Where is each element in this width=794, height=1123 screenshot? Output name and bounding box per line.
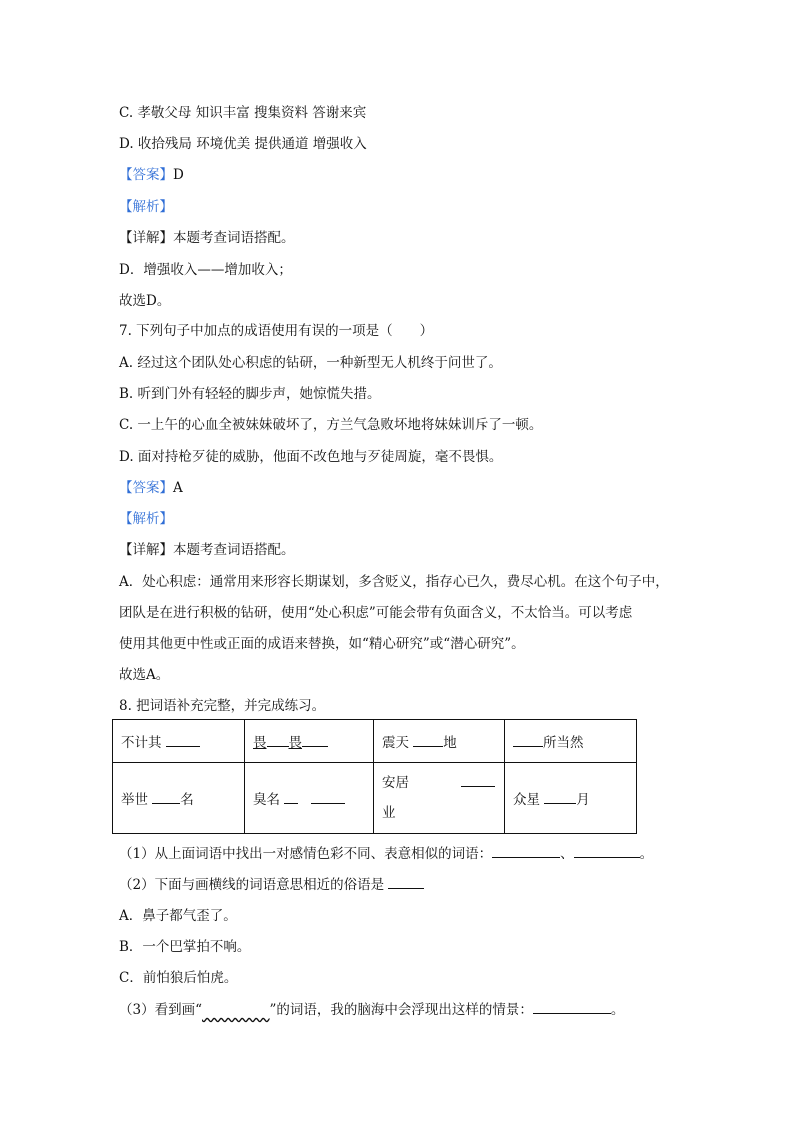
q8-option-a: A．鼻子都气歪了。 <box>119 908 237 924</box>
q6-explain: D．增强收入——增加收入； <box>119 262 292 278</box>
detail-tag: 【详解】 <box>119 542 173 558</box>
q8-option-b: B．一个巴掌拍不响。 <box>119 939 251 955</box>
blank <box>388 876 424 889</box>
answer-tag: 【答案】 <box>119 480 173 496</box>
q8-sub1 <box>119 845 653 863</box>
q6-answer <box>119 166 184 184</box>
blank <box>284 791 298 804</box>
sub3-end: 。 <box>610 1002 625 1018</box>
q7-detail-text: 本题考查词语搭配。 <box>173 542 295 558</box>
idiom-table <box>112 719 637 834</box>
q8-sub2 <box>119 876 424 894</box>
cell-text: 业 <box>382 805 396 821</box>
sub3-text: （3）看到画“ <box>119 1002 202 1018</box>
q8-option-c: C．前怕狼后怕虎。 <box>119 970 238 986</box>
blank <box>166 734 200 747</box>
blank <box>311 791 345 804</box>
q6-conclusion: 故选D。 <box>119 293 171 309</box>
cell-text: 畏 <box>253 735 267 751</box>
sub1-end: 。 <box>639 846 654 862</box>
table-cell <box>245 720 374 763</box>
table-cell <box>245 763 374 834</box>
q7-explain-3: 使用其他更中性或正面的成语来替换，如“精心研究”或“潜心研究”。 <box>119 636 525 652</box>
q7-stem: 7. 下列句子中加点的成语使用有误的一项是（ ） <box>119 323 434 339</box>
q6-option-c: C. 孝敬父母 知识丰富 搜集资料 答谢来宾 <box>119 105 367 121</box>
blank <box>533 1001 611 1014</box>
cell-text: 众星 <box>513 792 540 808</box>
cell-text: 安居 <box>382 775 409 791</box>
q7-answer-value: A <box>173 480 183 496</box>
blank <box>413 734 443 747</box>
table-cell <box>374 720 505 763</box>
q7-option-a: A. 经过这个团队处心积虑的钻研，一种新型无人机终于问世了。 <box>119 355 502 371</box>
cell-text: 举世 <box>121 792 148 808</box>
q7-analysis-tag: 【解析】 <box>119 511 173 527</box>
answer-tag: 【答案】 <box>119 167 173 183</box>
cell-text: 名 <box>180 792 194 808</box>
q8-sub3 <box>119 1001 624 1019</box>
q6-detail-text: 本题考查词语搭配。 <box>173 230 295 246</box>
q7-conclusion: 故选A。 <box>119 667 170 683</box>
cell-line <box>382 768 496 798</box>
q7-detail <box>119 541 295 559</box>
table-cell <box>113 763 245 834</box>
sub1-text: （1）从上面词语中找出一对感情色彩不同、表意相似的词语： <box>119 846 493 862</box>
table-cell <box>374 763 505 834</box>
sub3-text-b: ”的词语，我的脑海中会浮现出这样的情景： <box>269 1002 533 1018</box>
sub2-text: （2）下面与画横线的词语意思相近的俗语是 <box>119 877 385 893</box>
table-cell <box>113 720 245 763</box>
cell-text: 震天 <box>382 735 409 751</box>
q6-detail <box>119 229 295 247</box>
cell-text: 地 <box>443 735 457 751</box>
blank <box>544 791 576 804</box>
detail-tag: 【详解】 <box>119 230 173 246</box>
cell-text: 所当然 <box>543 735 584 751</box>
blank <box>302 734 328 747</box>
table-cell <box>505 720 637 763</box>
table-cell <box>505 763 637 834</box>
q7-explain-2: 团队是在进行积极的钻研，使用“处心积虑”可能会带有负面含义，不太恰当。可以考虑 <box>119 605 633 621</box>
blank <box>513 734 543 747</box>
blank <box>152 791 180 804</box>
cell-text: 月 <box>576 792 590 808</box>
q7-explain-1: A．处心积虑：通常用来形容长期谋划，多含贬义，指存心已久，费尽心机。在这个句子中， <box>119 574 669 590</box>
q7-answer <box>119 479 183 497</box>
sub1-sep: 、 <box>560 846 574 862</box>
blank <box>461 774 495 787</box>
q8-stem: 8. 把词语补充完整，并完成练习。 <box>119 698 326 714</box>
q7-option-c: C. 一上午的心血全被妹妹破坏了，方兰气急败坏地将妹妹训斥了一顿。 <box>119 417 543 433</box>
cell-text: 畏 <box>288 735 302 751</box>
q6-answer-value: D <box>173 167 184 183</box>
cell-text: 臭名 <box>253 792 280 808</box>
cell-text: 不计其 <box>121 735 162 751</box>
q6-analysis-tag: 【解析】 <box>119 199 173 215</box>
wavy-mark <box>202 1002 270 1018</box>
q6-option-d: D. 收拾残局 环境优美 提供通道 增强收入 <box>119 136 367 152</box>
q7-option-b: B. 听到门外有轻轻的脚步声，她惊慌失措。 <box>119 386 381 402</box>
blank <box>574 845 640 858</box>
q7-option-d: D. 面对持枪歹徒的威胁，他面不改色地与歹徒周旋，毫不畏惧。 <box>119 449 503 465</box>
blank <box>492 845 560 858</box>
blank <box>267 734 289 747</box>
